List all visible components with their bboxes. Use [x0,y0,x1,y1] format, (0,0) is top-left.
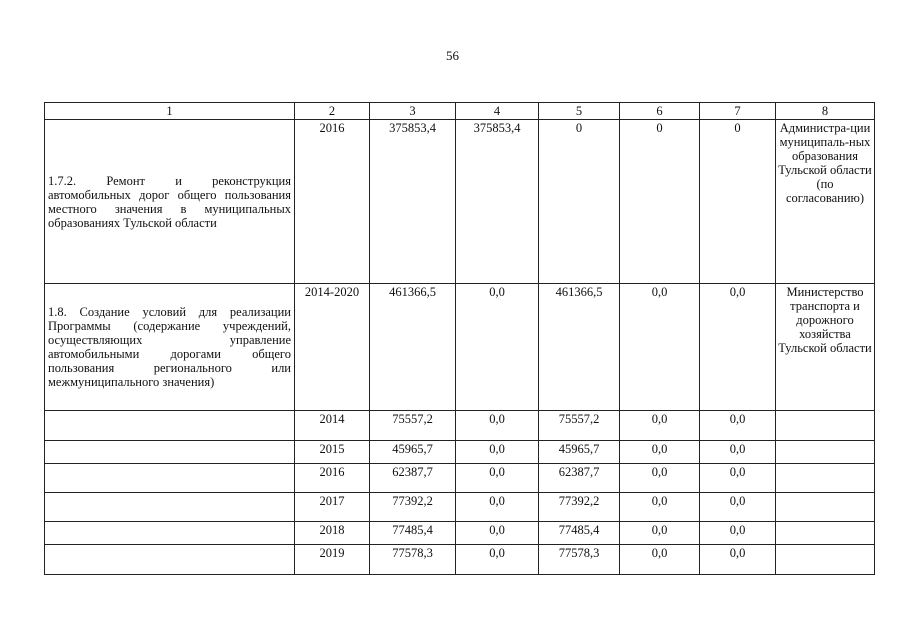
col5-cell: 62387,7 [539,464,620,493]
activity-name [45,411,295,441]
col5-cell: 45965,7 [539,441,620,464]
header-col-6: 6 [620,103,700,120]
table-row [45,522,875,545]
executor-cell [776,441,875,464]
table-row [45,464,875,493]
col4-cell: 0,0 [456,441,539,464]
executor-cell: Министерство транспорта и дорожного хозяйства Тульской области [776,284,875,411]
col4-cell: 0,0 [456,411,539,441]
total-cell: 77485,4 [370,522,456,545]
table-row [45,441,875,464]
col5-cell: 461366,5 [539,284,620,411]
activity-name [45,522,295,545]
col6-cell: 0,0 [620,411,700,441]
col7-cell: 0,0 [700,464,776,493]
table-row [45,493,875,522]
executor-cell: Администра-ции муниципаль-ных образования Тульской области (по согласованию) [776,120,875,284]
col4-cell: 0,0 [456,545,539,575]
table-row [45,120,875,284]
header-col-8: 8 [776,103,875,120]
total-cell: 62387,7 [370,464,456,493]
col7-cell: 0,0 [700,441,776,464]
header-col-4: 4 [456,103,539,120]
col7-cell: 0,0 [700,522,776,545]
header-col-1: 1 [45,103,295,120]
col7-cell: 0,0 [700,411,776,441]
header-col-5: 5 [539,103,620,120]
header-col-3: 3 [370,103,456,120]
page-number: 56 [446,48,459,63]
col5-cell: 0 [539,120,620,284]
year-cell: 2018 [295,522,370,545]
activity-name [45,464,295,493]
executor-cell [776,545,875,575]
year-cell: 2015 [295,441,370,464]
activity-name: 1.7.2. Ремонт и реконструкция автомобильных дорог общего пользования местного значения в муниципальных образованиях Тульской области [45,120,295,284]
col6-cell: 0,0 [620,284,700,411]
table-row [45,411,875,441]
col7-cell: 0,0 [700,545,776,575]
total-cell: 45965,7 [370,441,456,464]
col6-cell: 0 [620,120,700,284]
year-cell: 2016 [295,464,370,493]
col5-cell: 77392,2 [539,493,620,522]
year-cell: 2016 [295,120,370,284]
year-cell: 2017 [295,493,370,522]
col4-cell: 0,0 [456,464,539,493]
col6-cell: 0,0 [620,522,700,545]
col7-cell: 0,0 [700,493,776,522]
col5-cell: 75557,2 [539,411,620,441]
header-col-7: 7 [700,103,776,120]
col4-cell: 0,0 [456,493,539,522]
year-cell: 2014 [295,411,370,441]
header-col-2: 2 [295,103,370,120]
col6-cell: 0,0 [620,545,700,575]
total-cell: 77392,2 [370,493,456,522]
col5-cell: 77485,4 [539,522,620,545]
col5-cell: 77578,3 [539,545,620,575]
program-table [44,102,875,575]
table-header-row [45,103,875,120]
year-cell: 2014-2020 [295,284,370,411]
total-cell: 75557,2 [370,411,456,441]
col7-cell: 0,0 [700,284,776,411]
activity-name [45,441,295,464]
col7-cell: 0 [700,120,776,284]
activity-name [45,493,295,522]
total-cell: 375853,4 [370,120,456,284]
executor-cell [776,522,875,545]
activity-name: 1.8. Создание условий для реализации Программы (содержание учреждений, осуществляющих управление автомобильными дорогами общего пользования регионального или межмуниципального значения) [45,284,295,411]
total-cell: 77578,3 [370,545,456,575]
col4-cell: 0,0 [456,284,539,411]
year-cell: 2019 [295,545,370,575]
total-cell: 461366,5 [370,284,456,411]
table-row [45,284,875,411]
col6-cell: 0,0 [620,493,700,522]
col6-cell: 0,0 [620,441,700,464]
col6-cell: 0,0 [620,464,700,493]
executor-cell [776,464,875,493]
activity-name [45,545,295,575]
table-row [45,545,875,575]
executor-cell [776,493,875,522]
executor-cell [776,411,875,441]
col4-cell: 0,0 [456,522,539,545]
col4-cell: 375853,4 [456,120,539,284]
